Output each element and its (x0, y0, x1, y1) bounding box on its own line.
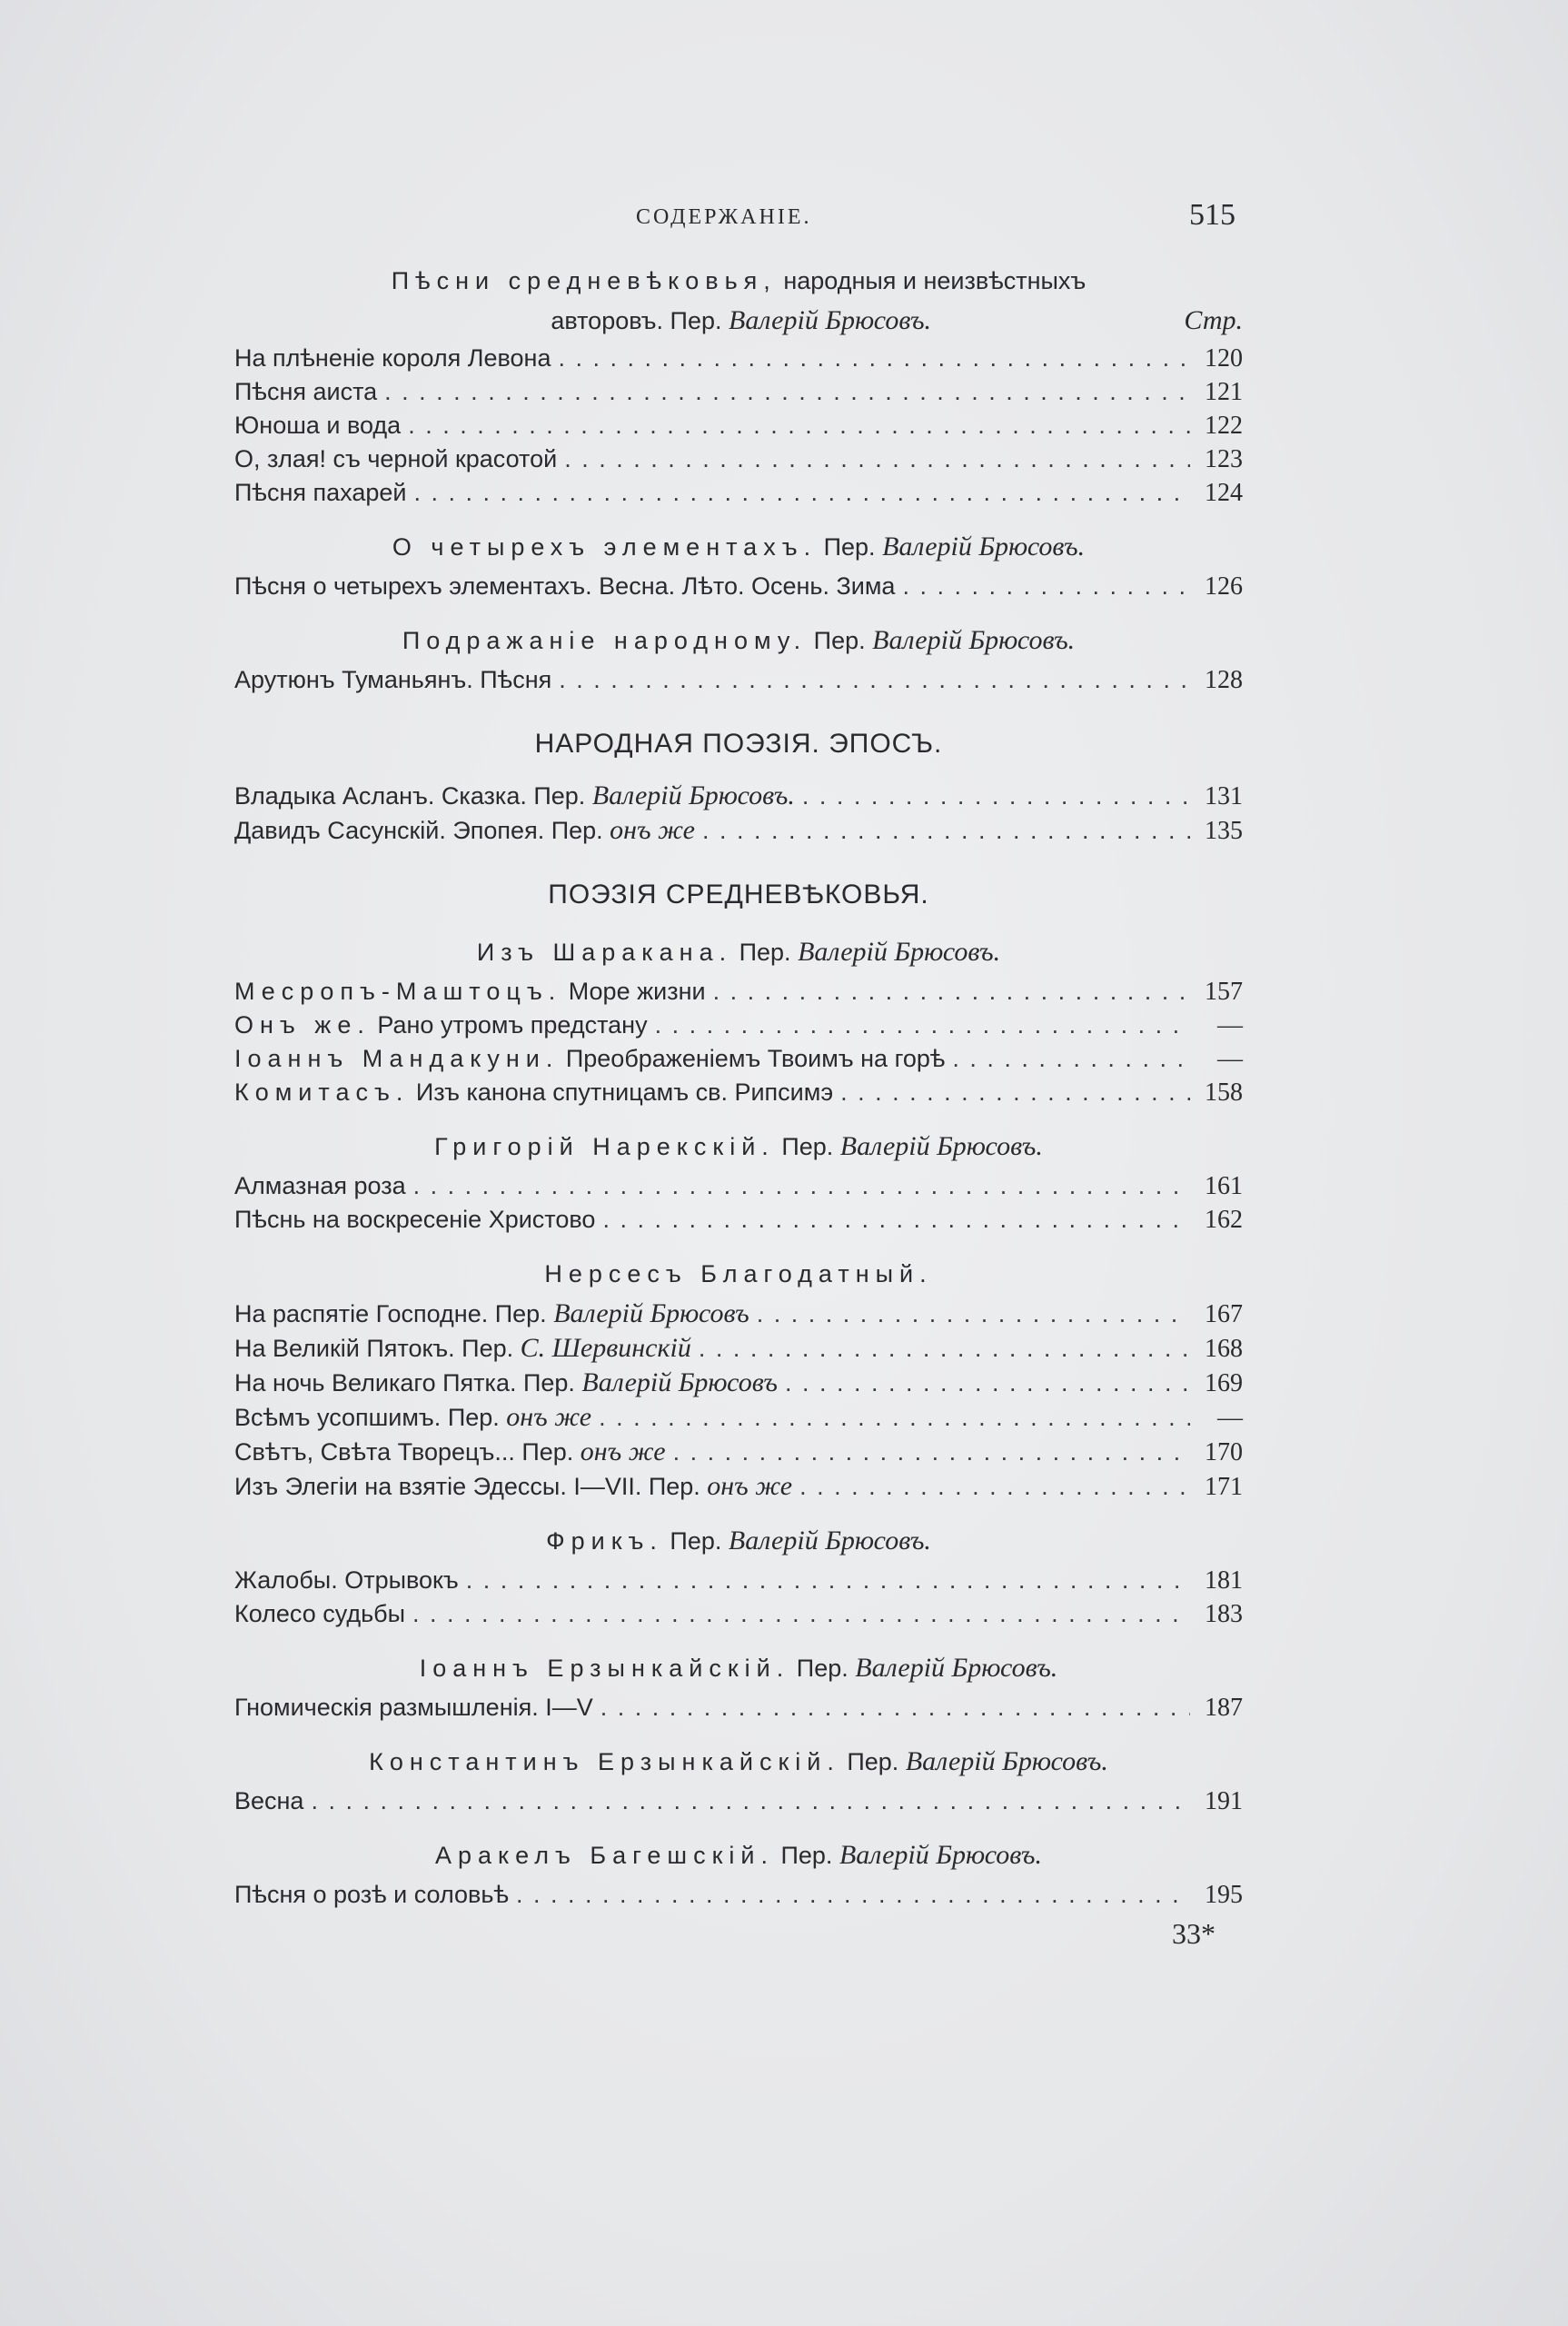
entry-title: Пѣсня о розѣ и соловьѣ (234, 1881, 509, 1908)
entry-page: 171 (1205, 1473, 1243, 1501)
entry-author: Онъ же. (234, 1011, 371, 1039)
dot-leader (952, 1042, 1190, 1076)
entry-page: 181 (1205, 1566, 1243, 1595)
entry-page: 126 (1205, 572, 1243, 601)
entry-page: 131 (1205, 782, 1243, 810)
entry-label (234, 1564, 459, 1597)
block-heading (234, 1129, 1243, 1164)
heading-text: Пер. (739, 939, 791, 966)
entry-page: 191 (1205, 1787, 1243, 1815)
entry-translator: Валерій Брюсовъ (553, 1298, 749, 1328)
dot-leader (802, 780, 1190, 813)
toc-entry (234, 1076, 1243, 1109)
dot-leader (564, 442, 1190, 476)
entry-title: Владыка Асланъ. Сказка. Пер. (234, 782, 586, 810)
entry-page: 124 (1205, 479, 1243, 507)
section-title: ПОЭЗІЯ СРЕДНЕВѢКОВЬЯ. (548, 880, 929, 910)
heading-author: Фрикъ. (546, 1527, 663, 1555)
heading-author: Константинъ Ерзынкайскій. (369, 1748, 840, 1775)
entry-title: Гномическія размышленія. I—V (234, 1694, 593, 1721)
block-heading (234, 935, 1243, 969)
dot-leader (516, 1878, 1190, 1912)
dot-leader (602, 1203, 1190, 1237)
entry-author: Комитасъ. (234, 1079, 410, 1106)
entry-title: Жалобы. Отрывокъ (234, 1566, 459, 1594)
heading-translator: Валерій Брюсовъ. (905, 1746, 1108, 1776)
entry-label (234, 1169, 406, 1203)
entry-title: Рано утромъ предстану (377, 1011, 648, 1039)
subheading-translator: Валерій Брюсовъ. (729, 305, 932, 335)
subheading-normal: авторовъ. Пер. (551, 307, 722, 334)
heading-author: Аракелъ Багешскій. (435, 1842, 774, 1869)
entry-label (234, 442, 557, 476)
heading-translator: Валерій Брюсовъ. (798, 937, 1001, 967)
entry-page: 162 (1205, 1206, 1243, 1234)
section-title: НАРОДНАЯ ПОЭЗІЯ. ЭПОСЪ. (534, 729, 943, 759)
entry-label (234, 1400, 591, 1435)
heading-text: Пер. (813, 627, 866, 654)
heading-text: Пер. (780, 1842, 833, 1869)
toc-entry (234, 1169, 1243, 1203)
entry-title: Пѣсня пахарей (234, 479, 407, 506)
dot-leader (413, 476, 1190, 510)
entry-translator: Валерій Брюсовъ. (591, 780, 795, 810)
block-heading (234, 623, 1243, 658)
dot-leader (413, 1169, 1190, 1203)
heading-author: Пѣсни средневѣковья, (391, 267, 777, 294)
toc-entry (234, 375, 1243, 409)
dot-leader (408, 409, 1190, 442)
toc-entry (234, 1691, 1243, 1725)
dot-leader (799, 1470, 1190, 1504)
entry-label (234, 1076, 833, 1109)
heading-translator: Валерій Брюсовъ. (839, 1840, 1042, 1870)
entry-title: Свѣтъ, Свѣта Творецъ... Пер. (234, 1438, 574, 1466)
page-number: 515 (1189, 198, 1236, 232)
entry-label (234, 1203, 595, 1237)
block-heading (234, 1524, 1243, 1558)
entry-label (234, 1009, 648, 1042)
toc-entry (234, 1469, 1243, 1504)
dot-leader (785, 1367, 1190, 1400)
signature-mark: 33* (1172, 1917, 1216, 1950)
toc-entry (234, 975, 1243, 1009)
entry-translator: онъ же (506, 1402, 592, 1432)
entry-page: 122 (1205, 412, 1243, 440)
entry-title: Всѣмъ усопшимъ. Пер. (234, 1404, 500, 1431)
dot-leader (655, 1009, 1190, 1042)
heading-author: Нерсесъ Благодатный. (544, 1260, 933, 1287)
entry-label (234, 1691, 593, 1725)
heading-translator: Валерій Брюсовъ. (872, 625, 1076, 655)
entry-title: Алмазная роза (234, 1172, 406, 1199)
entry-label (234, 663, 551, 697)
toc-entry (234, 1435, 1243, 1469)
entry-label (234, 1366, 778, 1400)
entry-translator: онъ же (580, 1436, 666, 1466)
block-heading (234, 530, 1243, 564)
block-heading (234, 1838, 1243, 1873)
entry-label (234, 1297, 749, 1331)
entry-page: 157 (1205, 978, 1243, 1006)
entry-page: 170 (1205, 1438, 1243, 1466)
entry-label (234, 1331, 691, 1366)
heading-text: Пер. (796, 1655, 849, 1682)
entry-label (234, 1878, 509, 1912)
entry-page: 168 (1205, 1335, 1243, 1363)
entry-label (234, 779, 795, 813)
toc-entry (234, 1878, 1243, 1912)
heading-author: Григорій Нарекскій. (434, 1133, 775, 1160)
dot-leader (311, 1784, 1190, 1818)
entry-page: — (1217, 1404, 1243, 1432)
toc-entry (234, 409, 1243, 442)
toc-entry (234, 1042, 1243, 1076)
toc-entry (234, 1564, 1243, 1597)
toc-entry (234, 342, 1243, 375)
entry-author: Месропъ-Маштоцъ. (234, 978, 562, 1005)
block-heading (234, 263, 1243, 298)
toc-entry (234, 813, 1243, 848)
dot-leader (713, 975, 1190, 1009)
toc-entry (234, 476, 1243, 510)
dot-leader (412, 1597, 1190, 1631)
subheading-text (234, 303, 1184, 338)
entry-page: 121 (1205, 378, 1243, 406)
block-heading (234, 1651, 1243, 1685)
toc-entry (234, 1784, 1243, 1818)
entry-page: — (1217, 1011, 1243, 1039)
dot-leader (558, 342, 1190, 375)
entry-title: На ночь Великаго Пятка. Пер. (234, 1369, 575, 1397)
entry-page: 167 (1205, 1300, 1243, 1328)
entry-title: Арутюнъ Туманьянъ. Пѣсня (234, 666, 552, 693)
dot-leader (757, 1297, 1190, 1331)
dot-leader (559, 663, 1190, 697)
heading-text: Пер. (847, 1748, 899, 1775)
entry-title: Море жизни (568, 978, 706, 1005)
entry-title: Колесо судьбы (234, 1600, 406, 1627)
entry-title: Изъ Элегіи на взятіе Эдессы. I—VII. Пер. (234, 1473, 700, 1500)
entry-translator: онъ же (707, 1471, 793, 1501)
entry-page: 187 (1205, 1694, 1243, 1722)
dot-leader (384, 375, 1190, 409)
dot-leader (702, 814, 1190, 848)
toc-entry (234, 779, 1243, 813)
entry-translator: Валерій Брюсовъ (581, 1367, 778, 1397)
heading-translator: Валерій Брюсовъ. (855, 1653, 1058, 1683)
entry-title: Изъ канона спутницамъ св. Рипсимэ (415, 1079, 834, 1106)
toc-entry (234, 1331, 1243, 1366)
entry-page: 120 (1205, 344, 1243, 373)
heading-author: Изъ Шаракана. (476, 939, 733, 966)
dot-leader (466, 1564, 1190, 1597)
entry-page: 183 (1205, 1600, 1243, 1628)
entry-label (234, 975, 706, 1009)
entry-page: — (1217, 1045, 1243, 1073)
entry-label (234, 813, 695, 848)
heading-author: О четырехъ элементахъ. (392, 533, 818, 561)
table-of-contents (234, 263, 1243, 1912)
entry-title: Пѣснь на воскресеніе Христово (234, 1206, 596, 1233)
block-heading (234, 1257, 1243, 1291)
entry-title: Юноша и вода (234, 412, 402, 439)
entry-title: Пѣсня аиста (234, 378, 378, 405)
entry-page: 158 (1205, 1079, 1243, 1107)
heading-text: Пер. (823, 533, 876, 561)
entry-title: Пѣсня о четырехъ элементахъ. Весна. Лѣто. Осень. Зима (234, 572, 896, 600)
entry-label (234, 342, 551, 375)
dot-leader (599, 1401, 1190, 1435)
entry-label (234, 570, 895, 603)
toc-entry (234, 1297, 1243, 1331)
entry-title: На распятіе Господне. Пер. (234, 1300, 547, 1327)
entry-label (234, 375, 377, 409)
toc-entry (234, 1366, 1243, 1400)
toc-entry (234, 1597, 1243, 1631)
dot-leader (840, 1076, 1190, 1109)
entry-translator: онъ же (610, 815, 695, 845)
entry-label (234, 1469, 792, 1504)
running-head-title: СОДЕРЖАНІЕ. (636, 205, 812, 229)
entry-translator: С. Шервинскій (520, 1333, 691, 1363)
heading-author: Подражаніе народному. (402, 627, 808, 654)
entry-page: 135 (1205, 817, 1243, 845)
entry-page: 123 (1205, 445, 1243, 473)
heading-translator: Валерій Брюсовъ. (882, 532, 1086, 562)
entry-author: Іоаннъ Мандакуни. (234, 1045, 560, 1072)
entry-page: 169 (1205, 1369, 1243, 1397)
dot-leader (699, 1332, 1190, 1366)
entry-title: О, злая! съ черной красотой (234, 445, 558, 472)
page-column-label: Стр. (1184, 305, 1243, 335)
block-heading (234, 1744, 1243, 1779)
entry-title: На Великій Пятокъ. Пер. (234, 1335, 514, 1362)
heading-text: Пер. (781, 1133, 834, 1160)
toc-entry (234, 570, 1243, 603)
entry-page: 128 (1205, 666, 1243, 694)
entry-label (234, 476, 406, 510)
heading-author: Іоаннъ Ерзынкайскій. (419, 1655, 790, 1682)
entry-title: Весна (234, 1787, 304, 1814)
heading-text: народныя и неизвѣстныхъ (783, 267, 1087, 294)
block-subheading (234, 303, 1243, 338)
entry-label (234, 1784, 303, 1818)
toc-entry (234, 663, 1243, 697)
dot-leader (902, 570, 1190, 603)
heading-translator: Валерій Брюсовъ. (839, 1131, 1043, 1161)
running-head (236, 198, 1236, 234)
toc-entry (234, 1203, 1243, 1237)
heading-translator: Валерій Брюсовъ. (728, 1526, 931, 1556)
dot-leader (600, 1691, 1190, 1725)
entry-label (234, 1435, 666, 1469)
entry-label (234, 409, 401, 442)
entry-page: 195 (1205, 1881, 1243, 1909)
heading-text: Пер. (670, 1527, 722, 1555)
entry-title: На плѣненіе короля Левона (234, 344, 551, 372)
toc-entry (234, 1400, 1243, 1435)
entry-title: Давидъ Сасунскій. Эпопея. Пер. (234, 817, 603, 844)
dot-leader (673, 1436, 1190, 1469)
entry-label (234, 1597, 405, 1631)
toc-entry (234, 442, 1243, 476)
entry-title: Преображеніемъ Твоимъ на горѣ (565, 1045, 946, 1072)
entry-label (234, 1042, 945, 1076)
toc-entry (234, 1009, 1243, 1042)
entry-page: 161 (1205, 1172, 1243, 1200)
